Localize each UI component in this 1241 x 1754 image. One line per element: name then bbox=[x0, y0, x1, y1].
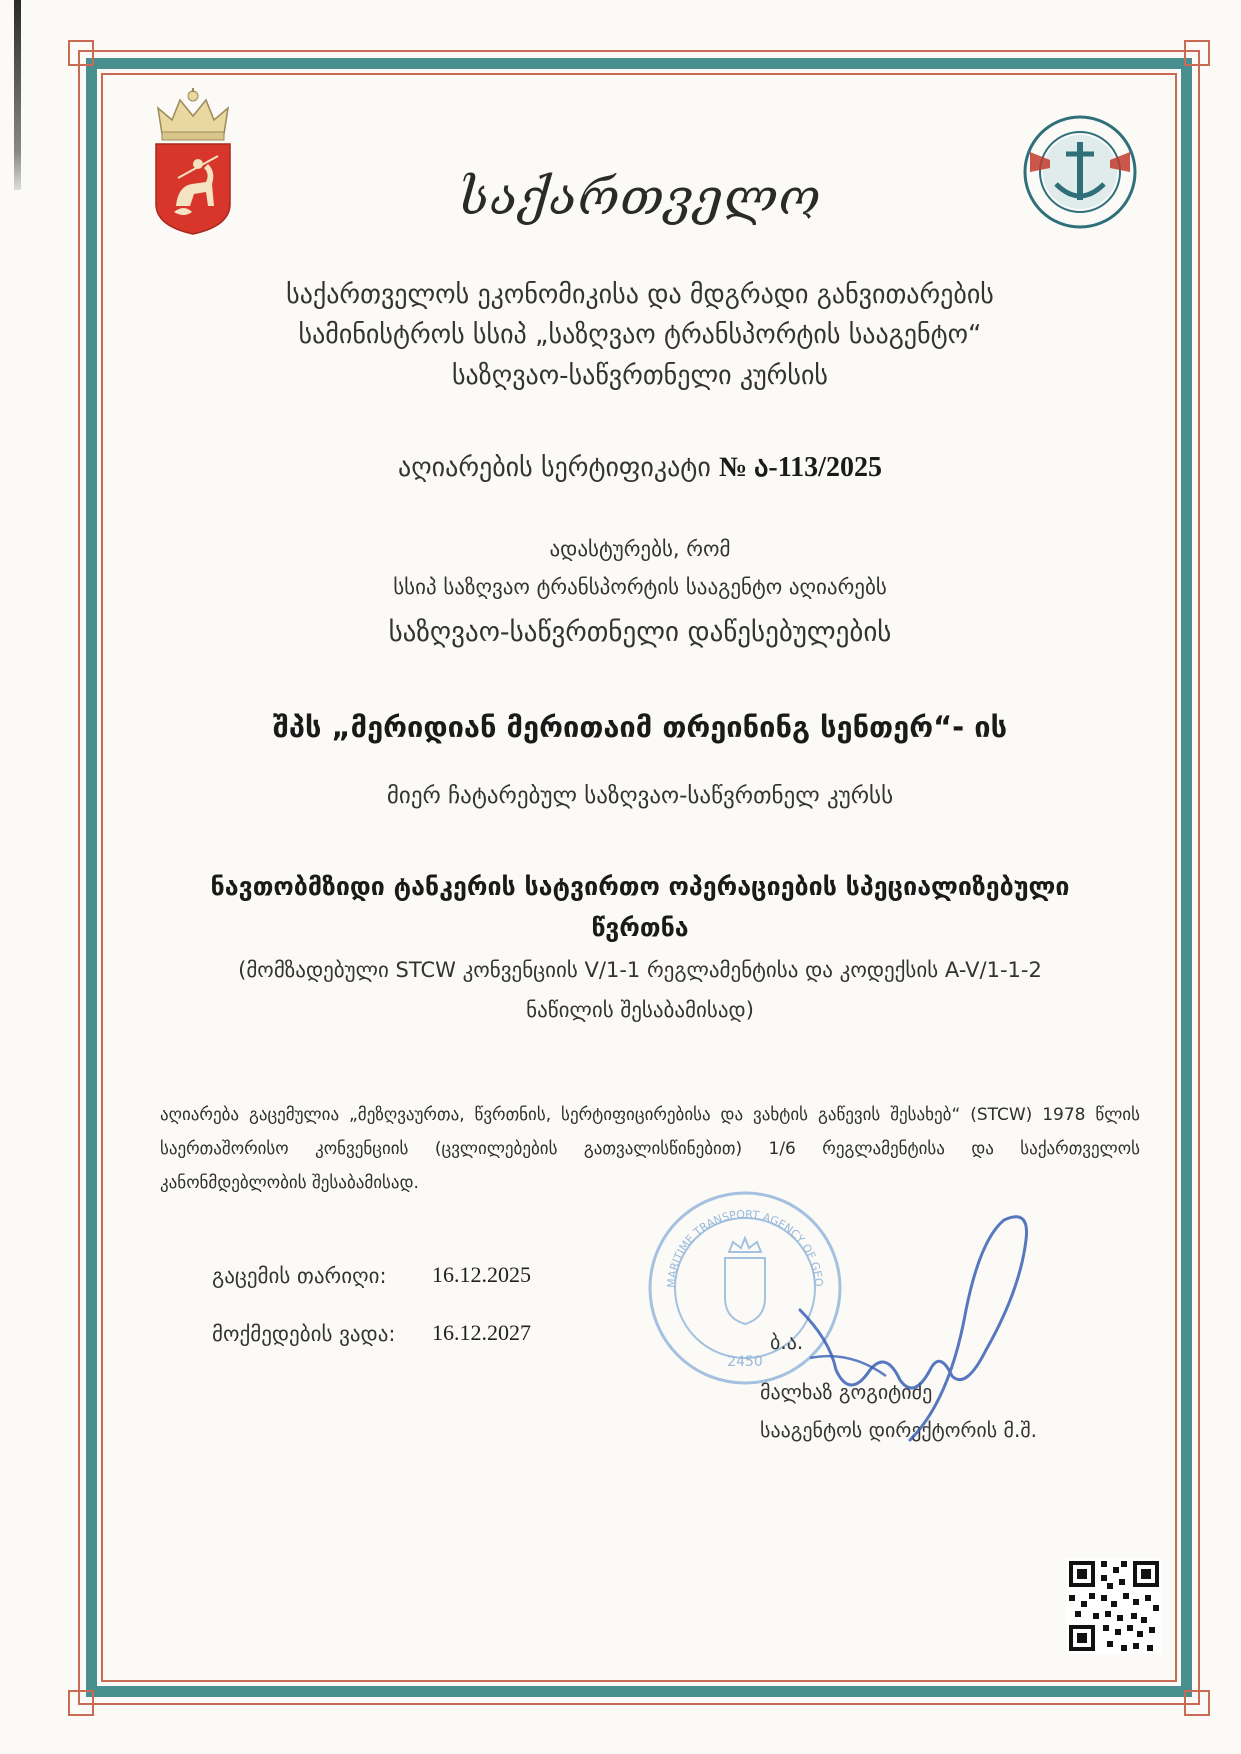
qr-code-icon bbox=[1066, 1558, 1162, 1654]
confirmation-line-1: ადასტურებს, რომ bbox=[549, 537, 731, 561]
seal-outer-text: MARITIME TRANSPORT AGENCY OF GEO bbox=[664, 1207, 826, 1289]
corner-ornament bbox=[1184, 1690, 1210, 1716]
course-title-line-1: ნავთობმზიდი ტანკერის სატვირთო ოპერაციების სპეციალიზებული bbox=[210, 872, 1070, 901]
handwritten-signature bbox=[790, 1200, 1050, 1450]
validity-date-label: მოქმედების ვადა: bbox=[212, 1322, 396, 1346]
course-note-line-1: (მომზადებული STCW კონვენციის V/1-1 რეგლამენტისა და კოდექსის A-V/1-1-2 bbox=[238, 958, 1042, 982]
course-title-line-2: წვრთნა bbox=[591, 913, 689, 942]
certificate-heading bbox=[150, 450, 1130, 484]
signatory-name: მალხაზ გოგიტიძე bbox=[760, 1380, 933, 1404]
course-intro: მიერ ჩატარებულ საზღვაო-საწვრთნელ კურსს bbox=[386, 783, 894, 809]
signatory-title: სააგენტოს დირექტორის მ.შ. bbox=[760, 1418, 1038, 1442]
confirmation-line-2: სსიპ საზღვაო ტრანსპორტის სააგენტო აღიარებს bbox=[393, 575, 887, 599]
course-note-line-2: ნაწილის შესაბამისად) bbox=[526, 998, 754, 1022]
corner-ornament bbox=[1184, 40, 1210, 66]
corner-ornament bbox=[68, 40, 94, 66]
scan-edge-mark bbox=[14, 0, 21, 190]
seal-place-mark: ბ.ა. bbox=[770, 1330, 804, 1354]
confirmation-line-3: საზღვაო-საწვრთნელი დაწესებულების bbox=[388, 617, 892, 648]
seal-code: 2450 bbox=[727, 1354, 763, 1370]
certificate-label: აღიარების სერტიფიკატი bbox=[398, 453, 711, 483]
certificate-number: № ა-113/2025 bbox=[719, 452, 882, 483]
issue-date-label: გაცემის თარიღი: bbox=[212, 1264, 387, 1288]
corner-ornament bbox=[68, 1690, 94, 1716]
issuer-line-1: საქართველოს ეკონომიკისა და მდგრადი განვითარების bbox=[286, 280, 994, 310]
issue-date-value: 16.12.2025 bbox=[432, 1262, 531, 1287]
recognition-paragraph: აღიარება გაცემულია „მეზღვაურთა, წვრთნის, სერტიფიცირებისა და ვახტის გაწევის შესახებ“ (STCW) 1978 წლის საერთაშორისო კონვენციის (ცვლილებების გათვალისწინებით) 1/6 რეგლამენტისა და საქართველოს კანონმდებლობის შესაბამისად. bbox=[160, 1105, 1140, 1193]
issuer-line-2: სამინისტროს სსიპ „საზღვაო ტრანსპორტის სააგენტო“ bbox=[298, 320, 982, 350]
institution-name: შპს „მერიდიან მერითაიმ თრეინინგ სენთერ“- ის bbox=[272, 710, 1008, 744]
issuer-line-3: საზღვაო-საწვრთნელი კურსის bbox=[451, 361, 829, 391]
document-title: საქართველო bbox=[458, 168, 822, 226]
validity-date-value: 16.12.2027 bbox=[432, 1320, 531, 1345]
